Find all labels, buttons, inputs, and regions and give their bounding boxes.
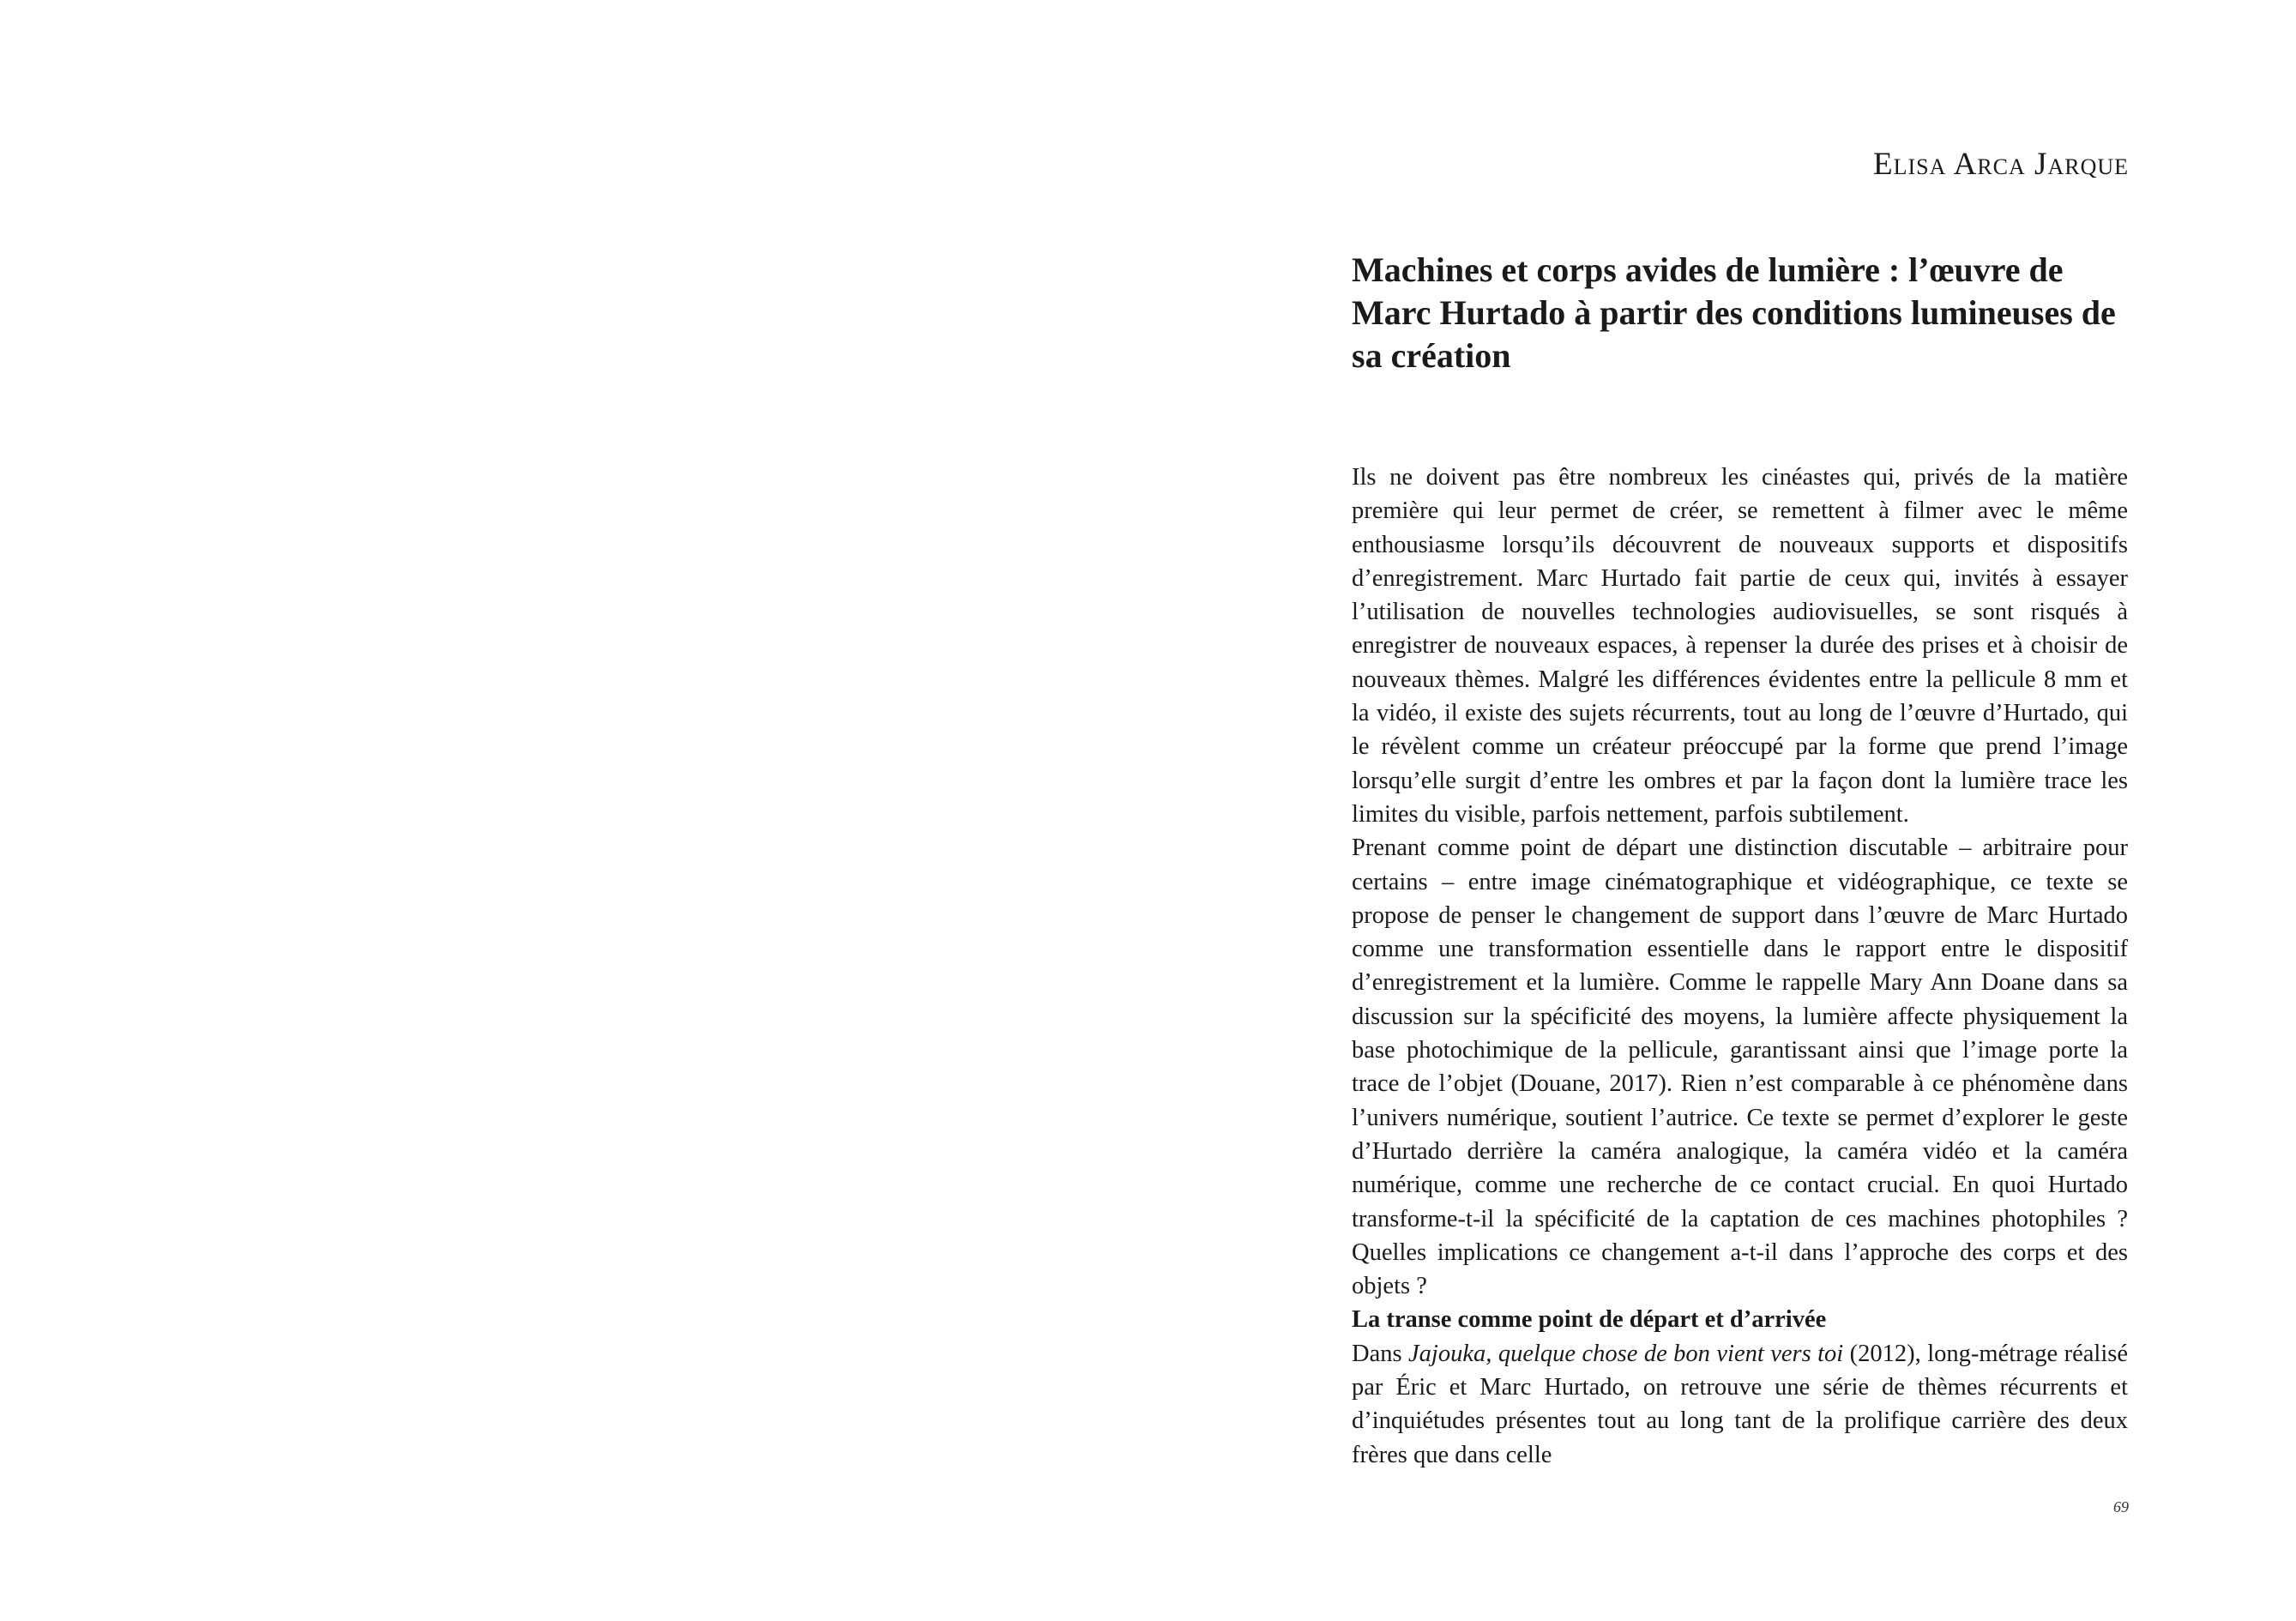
- body-paragraph: Prenant comme point de départ une distinction discutable – arbitraire pour certains – entre image cinématographique et vidéographique, ce texte se propose de penser le changement de support dans l’œuvre de Marc Hurtado comme une transformation essentielle dans le rapport entre le dispositif d’enregistrement et la lumière. Comme le rappelle Mary Ann Doane dans sa discussion sur la spécificité des moyens, la lumière affecte physiquement la base photochimique de la pellicule, garantissant ainsi que l’image porte la trace de l’objet (Douane, 2017). Rien n’est comparable à ce phénomène dans l’univers numérique, soutient l’autrice. Ce texte se permet d’explorer le geste d’Hurtado derrière la caméra analogique, la caméra vidéo et la caméra numérique, comme une recherche de ce contact crucial. En quoi Hurtado transforme-t-il la spécificité de la captation de ces machines photophiles ? Quelles implications ce changement a-t-il dans l’approche des corps et des objets ?: [1352, 835, 2128, 1300]
- running-header-author: Elisa Arca Jarque: [1873, 147, 2129, 182]
- section-paragraph: [1352, 1337, 2128, 1472]
- film-title: Jajouka, quelque chose de bon vient vers toi: [1408, 1340, 1844, 1367]
- body-paragraph: Ils ne doivent pas être nombreux les cinéastes qui, privés de la matière première qui leur permet de créer, se remettent à filmer avec le même enthousiasme lorsqu’ils découvrent de nouveaux supports et dispositifs d’enregistrement. Marc Hurtado fait partie de ceux qui, invités à essayer l’utilisation de nouvelles technologies audiovisuelles, se sont risqués à enregistrer de nouveaux espaces, à repenser la durée des prises et à choisir de nouveaux thèmes. Malgré les différences évidentes entre la pellicule 8 mm et la vidéo, il existe des sujets récurrents, tout au long de l’œuvre d’Hurtado, qui le révèlent comme un créateur préoccupé par la forme que prend l’image lorsqu’elle surgit d’entre les ombres et par la façon dont la lumière trace les limites du visible, parfois nettement, parfois subtilement.: [1352, 464, 2128, 828]
- right-page: [1148, 0, 2296, 1621]
- article-title: Machines et corps avides de lumière : l’œuvre de Marc Hurtado à partir des conditions lumineuses de sa création: [1352, 250, 2116, 375]
- article-body: [1352, 461, 2128, 1472]
- page-number: 69: [2113, 1498, 2129, 1516]
- section-rest-text: (2012), long-métrage réalisé par Éric et Marc Hurtado, on retrouve une série de thèmes récurrents et d’inquiétudes présentes tout au long tant de la prolifique carrière des deux frères que dans celle: [1352, 1340, 2128, 1468]
- section-lead-text: Dans: [1352, 1340, 1409, 1367]
- section-heading: La transe comme point de départ et d’arrivée: [1352, 1306, 1827, 1334]
